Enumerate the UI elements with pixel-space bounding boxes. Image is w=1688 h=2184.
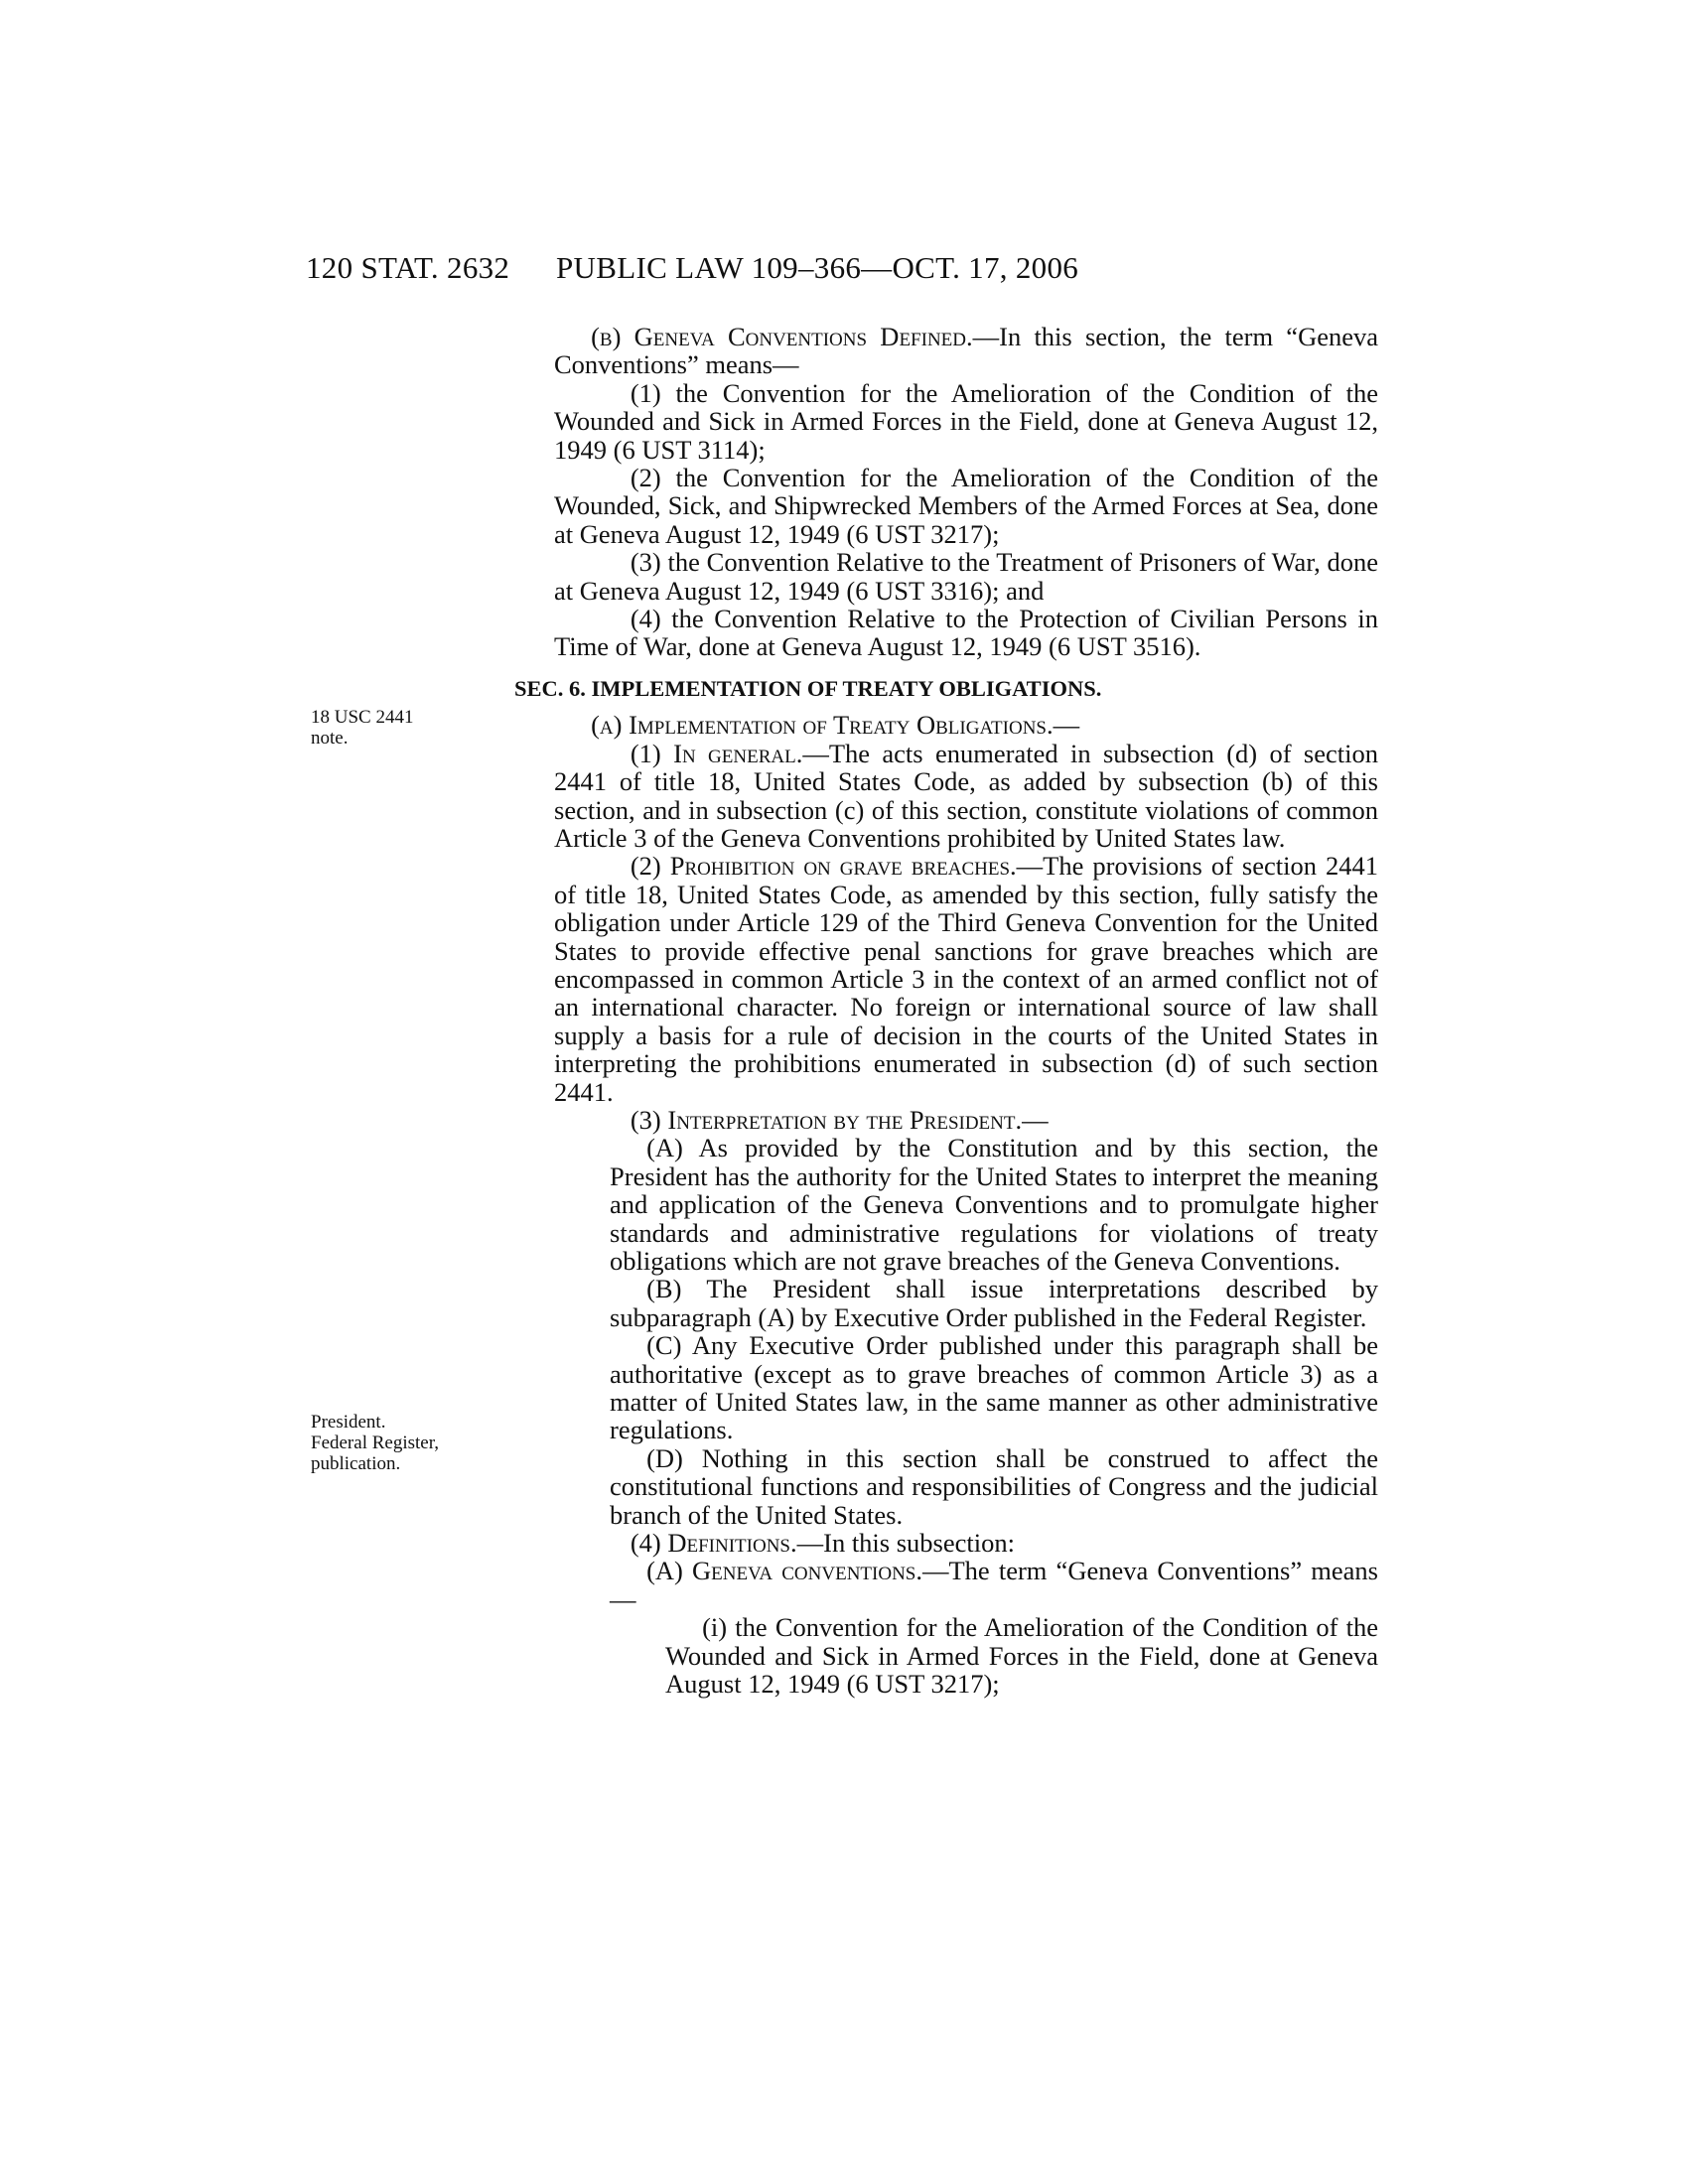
subsection-dash: — bbox=[1053, 710, 1080, 741]
paragraph-heading: (4) Definitions. bbox=[630, 1528, 797, 1559]
clause-a4Ai: (i) the Convention for the Amelioration of the Condition of the Wounded and Sick in Armed Forces in the Field, done at Geneva August 12, 1949 (6 UST 3217); bbox=[665, 1612, 1378, 1700]
page-header-title: PUBLIC LAW 109–366—OCT. 17, 2006 bbox=[556, 250, 1079, 285]
document-body bbox=[514, 322, 1378, 1700]
subsection-text: —In this section, the term “Geneva Conventions” means— bbox=[554, 322, 1378, 380]
paragraph-heading: (2) Prohibition on grave breaches. bbox=[630, 851, 1017, 882]
margin-note-usc bbox=[311, 707, 509, 749]
subparagraph-a3C: (C) Any Executive Order published under this paragraph shall be authoritative (except as to grave breaches of common Article 3) as a matter of United States law, in the same manner as other administrative regulations. bbox=[610, 1330, 1378, 1445]
paragraph-heading: (3) Interpretation by the President. bbox=[630, 1104, 1023, 1135]
subparagraph-a3A: (A) As provided by the Constitution and by this section, the President has the authority for the United States to interpret the meaning and application of the Geneva Conventions and to promulgate higher standards and administrative regulations for violations of treaty obligations which are not grave breaches of the Geneva Conventions. bbox=[610, 1133, 1378, 1276]
subparagraph-a4A bbox=[554, 1557, 1378, 1613]
paragraph-text: —The acts enumerated in subsection (d) of section 2441 of title 18, United States Code, as added by subsection (b) of this section, and in subsection (c) of this section, constitute violations of common Article 3 of the Geneva Conventions prohibited by United States law. bbox=[554, 738, 1378, 853]
statute-page-reference: 120 STAT. 2632 bbox=[306, 250, 510, 285]
paragraph-a4 bbox=[554, 1529, 1378, 1557]
section-6-title: SEC. 6. IMPLEMENTATION OF TREATY OBLIGATIONS. bbox=[514, 675, 1102, 701]
subsection-b bbox=[554, 323, 1378, 379]
subsection-heading: (a) Implementation of Treaty Obligations. bbox=[591, 710, 1054, 741]
margin-note-line: note. bbox=[311, 728, 349, 749]
paragraph-b4: (4) the Convention Relative to the Protection of Civilian Persons in Time of War, done at Geneva August 12, 1949 (6 UST 3516). bbox=[554, 604, 1378, 662]
margin-note-line: publication. bbox=[311, 1453, 401, 1474]
paragraph-b2: (2) the Convention for the Amelioration of the Condition of the Wounded, Sick, and Shipwrecked Members of the Armed Forces at Sea, done at Geneva August 12, 1949 (6 UST 3217); bbox=[554, 463, 1378, 549]
subsection-a bbox=[554, 711, 1378, 739]
paragraph-b3: (3) the Convention Relative to the Treatment of Prisoners of War, done at Geneva August 12, 1949 (6 UST 3316); and bbox=[554, 547, 1378, 606]
subsection-heading: (b) Geneva Conventions Defined. bbox=[591, 322, 973, 351]
margin-note-president bbox=[311, 1412, 509, 1474]
margin-note-line: President. bbox=[311, 1412, 386, 1433]
subparagraph-a3D: (D) Nothing in this section shall be construed to affect the constitutional functions and responsibilities of Congress and the judicial branch of the United States. bbox=[610, 1442, 1378, 1530]
subparagraph-text: —The term “Geneva Conventions” means— bbox=[610, 1556, 1378, 1614]
margin-note-line: Federal Register, bbox=[311, 1433, 440, 1453]
paragraph-a3 bbox=[554, 1106, 1378, 1134]
paragraph-a1 bbox=[554, 740, 1378, 853]
paragraph-b1: (1) the Convention for the Amelioration of the Condition of the Wounded and Sick in Armed Forces in the Field, done at Geneva August 12, 1949 (6 UST 3114); bbox=[554, 377, 1378, 465]
paragraph-text: —The provisions of section 2441 of title 18, United States Code, as amended by this section, fully satisfy the obligation under Article 129 of the Third Geneva Convention for the United States to provide effective penal sanctions for grave breaches which are encompassed in common Article 3 in the context of an armed conflict not of an international character. No foreign or international source of law shall supply a basis for a rule of decision in the courts of the United States in interpreting the prohibitions enumerated in subsection (d) of such section 2441. bbox=[554, 851, 1378, 1107]
subparagraph-heading: (A) Geneva conventions. bbox=[646, 1556, 922, 1586]
paragraph-heading: (1) In general. bbox=[630, 738, 803, 768]
paragraph-a2 bbox=[554, 852, 1378, 1106]
margin-note-line: 18 USC 2441 bbox=[311, 707, 414, 728]
paragraph-text: —In this subsection: bbox=[796, 1528, 1015, 1559]
paragraph-dash: — bbox=[1022, 1104, 1049, 1135]
subparagraph-a3B: (B) The President shall issue interpretations described by subparagraph (A) by Executive Order published in the Federal Register. bbox=[610, 1274, 1378, 1332]
